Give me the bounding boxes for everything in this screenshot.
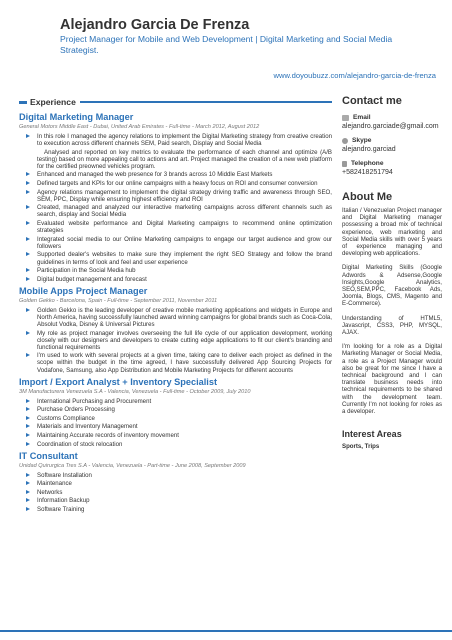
skype-label (342, 137, 442, 145)
bullet-arrow-icon (26, 268, 30, 272)
page-subtitle: Project Manager for Mobile and Web Development | Digital Marketing and Social Media Strategist. (60, 34, 393, 55)
job-bullets (19, 472, 332, 513)
bullet-item (19, 276, 332, 283)
bullet-arrow-icon (26, 205, 30, 209)
bullet-item (19, 180, 332, 187)
bullet-text: In this role I managed the agency relations to implement the Digital Marketing strategy from creative creation to execution across different channels SEM, Paid search, Display and Social Media (37, 133, 332, 148)
bullet-text: I'm used to work with several projects at a given time, taking care to deliver each project as defined in the scope within the budget in the time agreed, I have successfully delivered App Sourcing Projects for Vodafone, Samsung, also App Distribution and Mobile Marketing Projects for different accounts (37, 352, 332, 374)
job-title: Mobile Apps Project Manager (19, 285, 148, 296)
spacer (342, 415, 442, 422)
job-bullets (19, 307, 332, 374)
skype-value[interactable]: alejandro.garciad (342, 146, 396, 153)
email-value[interactable]: alejandro.garciade@gmail.com (342, 123, 439, 130)
bullet-item (19, 480, 332, 487)
bullet-arrow-icon (26, 252, 30, 256)
bullet-arrow-icon (26, 221, 30, 225)
bullet-text: Evaluated website performance and Digital Marketing campaigns to recommend online optimization strategies (37, 220, 332, 235)
bullet-item (19, 171, 332, 178)
bullet-item (19, 236, 332, 250)
bullet-text: Integrated social media to our Online Marketing campaigns to engage our target audience and grow our followers (37, 235, 332, 250)
skype-label-text: Skype (352, 137, 372, 144)
skype-icon (342, 138, 348, 144)
job-meta: Golden Gekko - Barcelona, Spain - Full-time - September 2011, November 2011 (19, 297, 218, 304)
spacer (342, 184, 442, 191)
bullet-arrow-icon (26, 237, 30, 241)
bullet-arrow-icon (26, 308, 30, 312)
bullet-text: Software Installation (37, 471, 92, 479)
job-entry (19, 451, 332, 513)
bullet-item (19, 352, 332, 373)
bullet-item (19, 189, 332, 203)
section-bar (19, 101, 27, 104)
spacer (342, 257, 442, 264)
about-paragraph: I'm looking for a role as a Digital Marketing Manager or Social Media, a role as a Project Manager would also be great for me since I have a technical background and I can translate business needs into technical requirements to be shared with the development team. Currently I'm not looking for roles as a developer. (342, 343, 442, 416)
interests-heading: Interest Areas (342, 429, 402, 440)
job-bullets (19, 133, 332, 147)
bullet-text: Created, managed and analyzed our interactive marketing campaigns across different channels such as search, display and Social Media (37, 204, 332, 219)
bullet-arrow-icon (26, 507, 30, 511)
bullet-item (19, 506, 332, 513)
bullet-item (19, 307, 332, 328)
bullet-text: Defined targets and KPIs for our online campaigns with a heavy focus on ROI and consumer conversion (37, 180, 318, 188)
about-paragraph: Understanding of HTML5, Javascript, CSS3, PHP, MYSQL, AJAX. (342, 314, 442, 337)
job-entry (19, 377, 332, 448)
job-title: Digital Marketing Manager (19, 112, 134, 122)
bullet-text: My role as project manager involves overseeing the full life cycle of our application development, working closely with our designers and developers to create cutting edge applications to fit our client's branding and functional requirements (37, 329, 332, 351)
job-meta: Unidad Quirurgica Tres S.A - Valencia, Venezuela - Part-time - June 2008, September 2009 (19, 462, 246, 469)
interests-text: Sports, Trips (342, 443, 380, 451)
bullet-arrow-icon (26, 399, 30, 403)
bullet-item (19, 133, 332, 147)
bullet-item (19, 204, 332, 218)
telephone-label-text: Telephone (351, 160, 384, 167)
bullet-text: International Purchasing and Procurement (37, 397, 152, 405)
header (0, 0, 452, 55)
spacer (342, 177, 442, 184)
bullet-text: Maintaining Accurate records of inventory movement (37, 432, 179, 439)
spacer (342, 336, 442, 343)
bullet-text: Information Backup (37, 497, 90, 505)
sidebar-column (342, 95, 442, 451)
bullet-item (19, 423, 332, 430)
bullet-item (19, 432, 332, 439)
job-entry (19, 112, 332, 283)
bullet-arrow-icon (26, 407, 30, 411)
experience-column (19, 95, 332, 516)
bullet-text: Purchase Orders Processing (37, 406, 115, 414)
bullet-text: Enhanced and managed the web presence for 3 brands across 10 Middle East Markets (37, 171, 273, 179)
bullet-text: Supported dealer's websites to make sure they implement the right SEO Strategy and follow the brand guidelines in terms of look and feel and user experience (37, 251, 332, 266)
job-bullets (19, 171, 332, 282)
job-title: Import / Export Analyst + Inventory Specialist (19, 376, 218, 387)
contact-heading: Contact me (342, 95, 402, 107)
bullet-arrow-icon (26, 433, 30, 437)
bullet-arrow-icon (26, 172, 30, 176)
spacer (342, 422, 442, 429)
bullet-item (19, 330, 332, 351)
job-title: IT Consultant (19, 450, 78, 461)
section-divider (80, 101, 332, 103)
bullet-text: Coordination of stock relocation (37, 440, 123, 448)
about-paragraph: Italian / Venezuelan Project manager and Digital Marketing manager possessing a broad mix of technical experience, web marketing and Social Media skills with over 5 years of experience managing and developing web applications. (342, 207, 442, 258)
phone-icon (342, 161, 347, 167)
bullet-item (19, 398, 332, 405)
job-paragraph: Analysed and reported on key metrics to evaluate the performance of each channel and optimize (A/B testing) based on more appealing call to actions and art. Project managed the creation of a new web platform for the certified preowned vehicles program. (37, 148, 332, 170)
about-heading: About Me (342, 191, 393, 203)
footer-divider (0, 630, 452, 632)
about-paragraph: Digital Marketing Skills (Google Adwords & Adsense,Google Insights,Google Analytics, SEO,SEM,PPC, Facebook Ads, Joomla, Blogs, CMS, Magento and E-Commerce). (342, 264, 442, 308)
bullet-text: Software Training (37, 506, 85, 514)
bullet-item (19, 267, 332, 274)
bullet-item (19, 497, 332, 504)
job-meta: General Motors Middle East - Dubai, United Arab Emirates - Full-time - March 2012, August 2012 (19, 124, 260, 130)
job-meta: 3M Manufacturera Venezuela S.A - Valencia, Venezuela - Full-time - October 2009, July 2010 (19, 388, 251, 395)
bullet-arrow-icon (26, 331, 30, 335)
bullet-text: Participation in the Social Media hub (37, 267, 136, 275)
bullet-item (19, 251, 332, 265)
bullet-item (19, 220, 332, 234)
envelope-icon (342, 115, 349, 121)
bullet-text: Customs Compliance (37, 414, 95, 422)
bullet-arrow-icon (26, 481, 30, 485)
experience-section-header (19, 95, 332, 109)
bullet-item (19, 489, 332, 496)
bullet-text: Maintenance (37, 480, 72, 488)
spacer (342, 308, 442, 315)
bullet-arrow-icon (26, 190, 30, 194)
bullet-item (19, 472, 332, 479)
bullet-text: Golden Gekko is the leading developer of creative mobile marketing applications and widgets in Europe and North America, having successfully launched award winning campaigns for global brands such as Coca-Cola, Absolut Vodka, Disney & Universal Pictures (37, 306, 332, 328)
job-bullets (19, 398, 332, 448)
bullet-arrow-icon (26, 181, 30, 185)
experience-heading: Experience (30, 97, 76, 107)
email-label (342, 114, 442, 122)
bullet-item (19, 415, 332, 422)
bullet-arrow-icon (26, 353, 30, 357)
bullet-item (19, 406, 332, 413)
telephone-value[interactable]: +582418251794 (342, 169, 393, 176)
bullet-arrow-icon (26, 424, 30, 428)
bullet-text: Digital budget management and forecast (37, 275, 147, 283)
bullet-arrow-icon (26, 473, 30, 477)
email-label-text: Email (353, 114, 371, 121)
bullet-text: Agency relations management to implement the digital strategy driving traffic and awareness through SEO, SEM, PPC, Display while ensuring highest efficiency and ROI (37, 188, 332, 203)
bullet-arrow-icon (26, 277, 30, 281)
bullet-text: Materials and Inventory Management (37, 423, 138, 431)
bullet-text: Networks (37, 488, 63, 496)
bullet-arrow-icon (26, 416, 30, 420)
bullet-item (19, 441, 332, 448)
page-title: Alejandro Garcia De Frenza (60, 17, 250, 33)
profile-link[interactable]: www.doyoubuzz.com/alejandro-garcia-de-frenza (273, 71, 436, 80)
job-entry (19, 286, 332, 374)
bullet-arrow-icon (26, 490, 30, 494)
bullet-arrow-icon (26, 498, 30, 502)
bullet-arrow-icon (26, 442, 30, 446)
telephone-label (342, 160, 442, 168)
bullet-arrow-icon (26, 134, 30, 138)
